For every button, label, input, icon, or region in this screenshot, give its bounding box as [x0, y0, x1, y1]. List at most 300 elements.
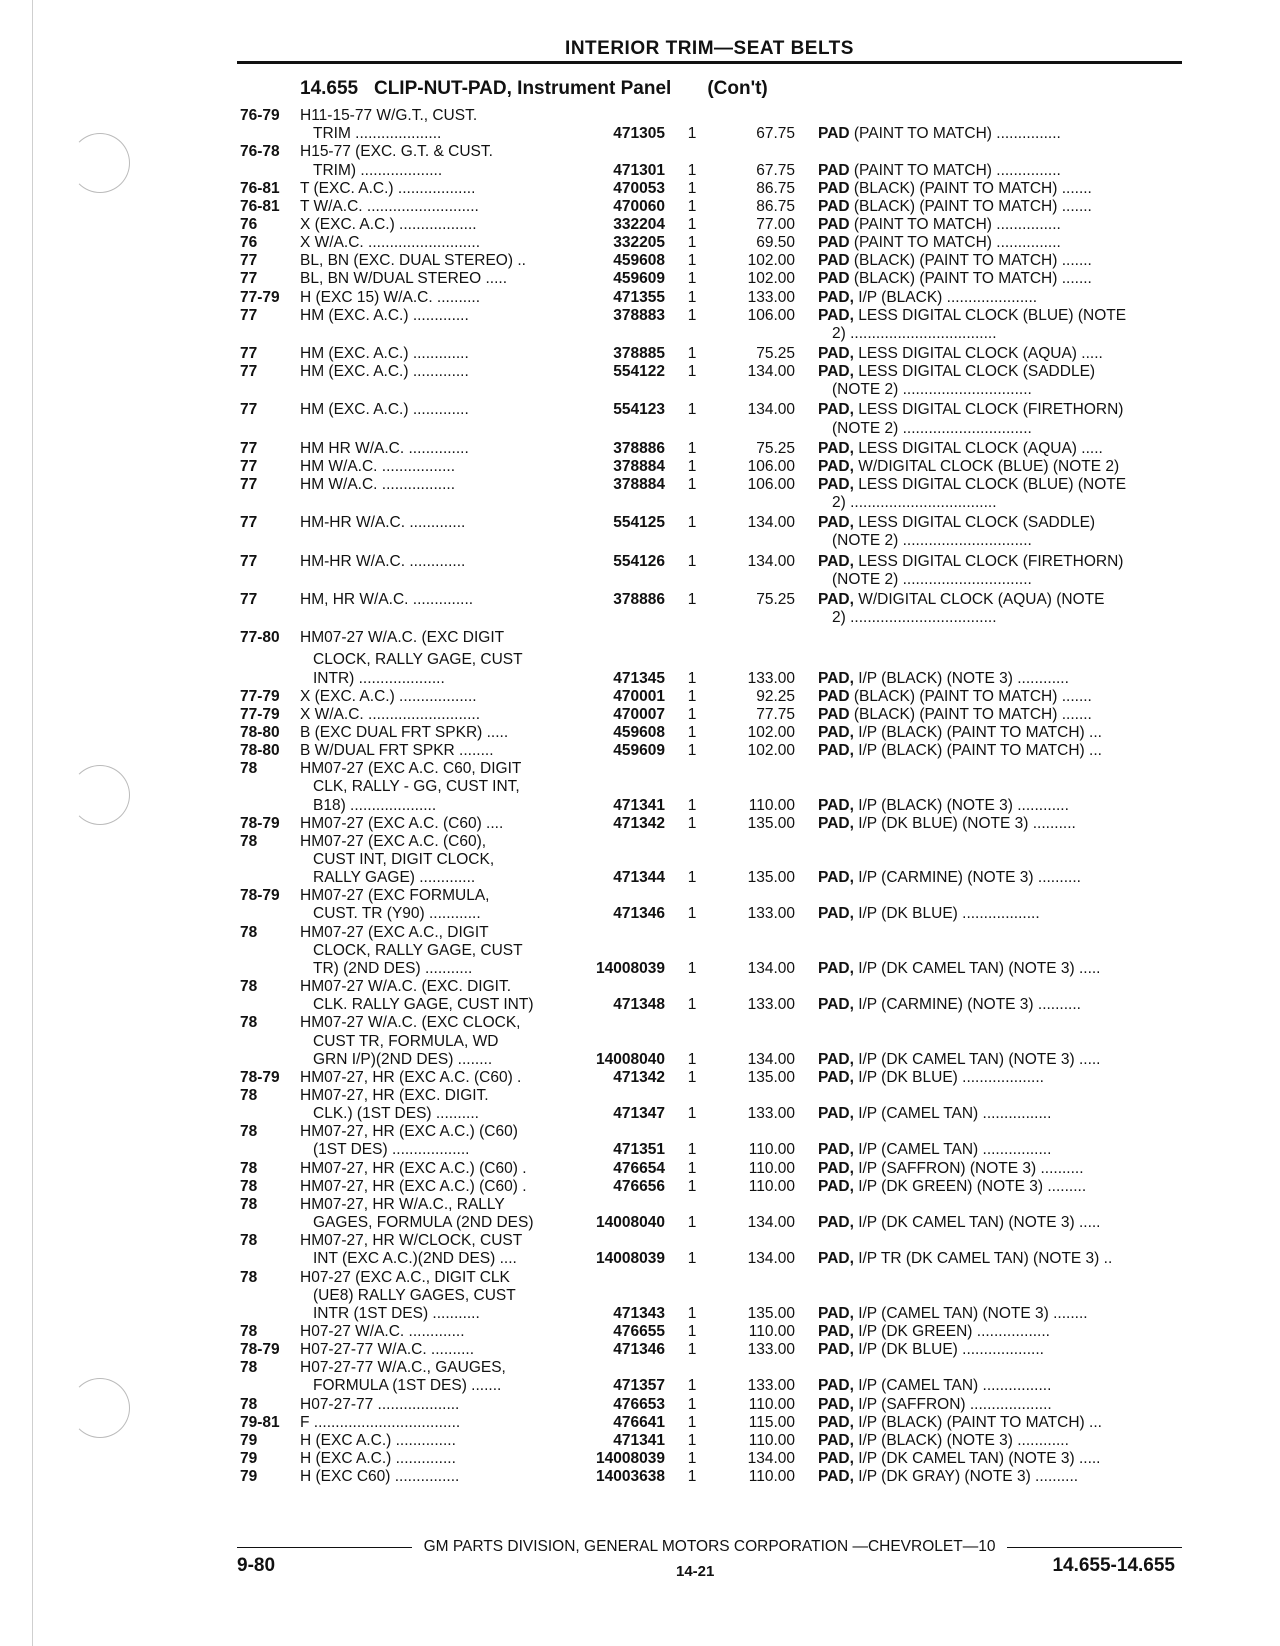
description-text: I/P (CAMEL TAN) (NOTE 3) ........ — [853, 1304, 1088, 1322]
description-text: (PAINT TO MATCH) ............... — [849, 234, 1061, 252]
model-cell: X (EXC. A.C.) .................. — [300, 687, 477, 705]
year-cell: 76-78 — [240, 143, 280, 161]
description-cell — [832, 419, 1180, 438]
quantity-cell: 1 — [687, 344, 697, 362]
description-keyword: PAD, — [818, 476, 854, 493]
description-cell — [832, 531, 1180, 550]
quantity-cell: 1 — [687, 439, 697, 457]
description-keyword: PAD, — [818, 1431, 854, 1449]
model-cell: B (EXC DUAL FRT SPKR) ..... — [300, 723, 509, 741]
description-keyword: PAD — [818, 161, 850, 179]
price-cell: 102.00 — [747, 742, 795, 760]
price-cell: 86.75 — [756, 179, 795, 197]
description-cell — [832, 324, 1180, 343]
table-row — [0, 1032, 1280, 1051]
quantity-cell: 1 — [687, 270, 697, 288]
quantity-cell: 1 — [687, 905, 697, 923]
table-row — [0, 1467, 1280, 1486]
year-cell: 77-79 — [240, 705, 280, 723]
price-cell: 92.25 — [756, 687, 795, 705]
description-text: I/P (DK CAMEL TAN) (NOTE 3) ..... — [853, 1214, 1101, 1231]
year-cell: 76-81 — [240, 179, 280, 197]
model-cell: HM07-27 W/A.C. (EXC CLOCK, — [300, 1014, 521, 1032]
part-number-cell: 476641 — [613, 1413, 665, 1431]
table-row — [0, 1122, 1280, 1141]
model-cell: HM07-27, HR (EXC A.C.) (C60) . — [300, 1177, 527, 1195]
table-row — [0, 777, 1280, 796]
price-cell: 134.00 — [747, 959, 795, 977]
description-keyword: PAD, — [818, 363, 854, 381]
price-cell: 135.00 — [747, 814, 795, 832]
model-cell: HM (EXC. A.C.) ............. — [300, 363, 469, 381]
quantity-cell: 1 — [687, 723, 697, 741]
year-cell: 77 — [240, 270, 258, 288]
part-number-cell: 14008039 — [596, 959, 665, 977]
description-keyword: PAD, — [818, 959, 854, 977]
part-number-cell: 470007 — [613, 705, 665, 723]
description-keyword: PAD, — [818, 1214, 854, 1231]
part-number-cell: 471355 — [613, 288, 665, 306]
price-cell: 110.00 — [748, 1177, 795, 1195]
price-cell: 135.00 — [747, 869, 795, 887]
price-cell: 133.00 — [747, 905, 795, 923]
year-cell: 76-79 — [240, 107, 280, 124]
model-cell: H (EXC C60) ............... — [300, 1468, 460, 1486]
model-cell: TRIM .................... — [313, 125, 442, 143]
part-number-cell: 471357 — [613, 1377, 665, 1395]
model-cell: HM W/A.C. ................. — [300, 457, 456, 475]
quantity-cell: 1 — [687, 1413, 697, 1431]
description-cell — [818, 1467, 1180, 1486]
year-cell: 78 — [240, 760, 258, 778]
description-keyword: PAD — [818, 705, 850, 723]
table-row — [0, 493, 1280, 512]
table-row — [0, 475, 1280, 494]
description-text: I/P (CARMINE) (NOTE 3) .......... — [853, 869, 1081, 887]
description-text: (BLACK) (PAINT TO MATCH) ....... — [849, 687, 1092, 705]
price-cell: 67.75 — [756, 125, 795, 143]
description-keyword: PAD, — [818, 552, 854, 570]
quantity-cell: 1 — [687, 1250, 697, 1268]
table-row — [0, 362, 1280, 381]
description-keyword: PAD, — [818, 401, 854, 419]
description-text: (PAINT TO MATCH) ............... — [849, 161, 1061, 179]
description-text: I/P (SAFFRON) (NOTE 3) .......... — [853, 1159, 1084, 1177]
table-row — [0, 400, 1280, 419]
year-cell: 76 — [240, 234, 258, 252]
description-text: (PAINT TO MATCH) ............... — [849, 125, 1061, 143]
description-text: I/P (DK CAMEL TAN) (NOTE 3) ..... — [853, 1450, 1101, 1467]
year-cell: 78 — [240, 832, 258, 850]
quantity-cell: 1 — [687, 1450, 697, 1467]
table-row — [0, 531, 1280, 550]
description-cell — [818, 215, 1180, 234]
table-row — [0, 1140, 1280, 1159]
quantity-cell: 1 — [687, 1304, 697, 1322]
table-row — [0, 1068, 1280, 1087]
quantity-cell: 1 — [687, 687, 697, 705]
description-keyword: PAD, — [818, 669, 854, 687]
table-row — [0, 251, 1280, 270]
description-cell — [832, 608, 1180, 627]
table-row — [0, 1195, 1280, 1214]
table-row — [0, 796, 1280, 815]
table-row — [0, 832, 1280, 851]
description-keyword: PAD, — [818, 742, 854, 760]
part-number-cell: 471346 — [613, 905, 665, 923]
part-number-cell: 332205 — [613, 234, 665, 252]
model-cell: CLK.) (1ST DES) .......... — [313, 1105, 479, 1123]
part-number-cell: 332204 — [613, 215, 665, 233]
description-cell — [818, 1431, 1180, 1450]
table-row — [0, 161, 1280, 180]
description-cell — [818, 1104, 1180, 1123]
quantity-cell: 1 — [687, 959, 697, 977]
price-cell: 134.00 — [747, 1450, 795, 1467]
page-header — [237, 38, 1182, 64]
description-cell — [818, 1395, 1180, 1414]
part-number-cell: 471345 — [613, 669, 665, 687]
model-cell: CLK. RALLY GAGE, CUST INT) — [313, 996, 534, 1014]
table-row — [0, 1449, 1280, 1468]
price-cell: 110.00 — [748, 1395, 795, 1413]
quantity-cell: 1 — [687, 869, 697, 887]
table-row — [0, 1358, 1280, 1377]
description-text: (PAINT TO MATCH) ............... — [849, 215, 1061, 233]
description-text: I/P (BLACK) ..................... — [853, 288, 1038, 306]
description-cell — [818, 306, 1180, 325]
description-text: LESS DIGITAL CLOCK (AQUA) ..... — [853, 439, 1103, 457]
part-number-cell: 476654 — [613, 1159, 665, 1177]
model-cell: TR) (2ND DES) ........... — [313, 959, 473, 977]
description-text: I/P (BLACK) (NOTE 3) ............ — [853, 1431, 1069, 1449]
table-row — [0, 1086, 1280, 1105]
table-row — [0, 995, 1280, 1014]
description-keyword: PAD, — [818, 1159, 854, 1177]
model-cell: CUST TR, FORMULA, WD — [313, 1032, 499, 1050]
table-row — [0, 142, 1280, 161]
model-cell: (1ST DES) .................. — [313, 1141, 470, 1159]
year-cell: 76-81 — [240, 197, 280, 215]
part-number-cell: 554126 — [613, 552, 665, 570]
description-text: I/P (DK CAMEL TAN) (NOTE 3) ..... — [853, 1050, 1101, 1068]
table-row — [0, 941, 1280, 960]
price-cell: 77.75 — [756, 705, 795, 723]
table-row — [0, 380, 1280, 399]
price-cell: 110.00 — [748, 1141, 795, 1159]
part-number-cell: 471301 — [613, 161, 665, 179]
price-cell: 133.00 — [747, 996, 795, 1014]
description-keyword: PAD, — [818, 1068, 854, 1086]
model-cell: INT (EXC A.C.)(2ND DES) .... — [313, 1250, 517, 1268]
description-cell — [818, 687, 1180, 706]
description-keyword: PAD — [818, 215, 850, 233]
year-cell: 78-79 — [240, 1068, 280, 1086]
model-cell: H (EXC 15) W/A.C. .......... — [300, 288, 480, 306]
model-cell: CUST INT, DIGIT CLOCK, — [313, 851, 495, 868]
year-cell: 77 — [240, 363, 258, 381]
description-keyword: PAD, — [818, 514, 854, 532]
quantity-cell: 1 — [687, 125, 697, 143]
part-number-cell: 378886 — [613, 439, 665, 457]
year-cell: 76 — [240, 215, 258, 233]
description-cell — [818, 669, 1180, 688]
description-cell — [818, 1050, 1180, 1069]
quantity-cell: 1 — [687, 1105, 697, 1123]
price-cell: 106.00 — [747, 476, 795, 493]
table-row — [0, 288, 1280, 307]
description-cell — [818, 344, 1180, 363]
table-row — [0, 705, 1280, 724]
description-text: I/P (DK GRAY) (NOTE 3) .......... — [853, 1468, 1079, 1486]
part-number-cell: 554122 — [613, 363, 665, 381]
quantity-cell: 1 — [687, 179, 697, 197]
model-cell: GAGES, FORMULA (2ND DES) — [313, 1214, 534, 1231]
description-text: I/P TR (DK CAMEL TAN) (NOTE 3) .. — [853, 1250, 1113, 1268]
model-cell: HM07-27, HR (EXC A.C.) (C60) — [300, 1123, 518, 1141]
year-cell: 78-79 — [240, 887, 280, 905]
quantity-cell: 1 — [687, 306, 697, 324]
quantity-cell: 1 — [687, 1068, 697, 1086]
description-text: I/P (DK BLUE) ................... — [853, 1341, 1044, 1359]
description-keyword: PAD, — [818, 905, 854, 923]
model-cell: GRN I/P)(2ND DES) ........ — [313, 1050, 493, 1068]
part-number-cell: 459608 — [613, 723, 665, 741]
description-keyword: PAD, — [818, 723, 854, 741]
part-number-cell: 459608 — [613, 252, 665, 270]
description-keyword: PAD, — [818, 1141, 854, 1159]
quantity-cell: 1 — [687, 252, 697, 270]
description-cell — [832, 380, 1180, 399]
quantity-cell: 1 — [687, 996, 697, 1014]
description-cell — [818, 723, 1180, 742]
description-cell — [818, 1213, 1180, 1232]
model-cell: HM07-27 (EXC A.C. C60, DIGIT — [300, 760, 522, 778]
year-cell: 78 — [240, 1014, 258, 1032]
price-cell: 134.00 — [747, 552, 795, 570]
table-row — [0, 124, 1280, 143]
price-cell: 133.00 — [747, 1105, 795, 1123]
description-keyword: PAD, — [818, 306, 854, 324]
model-cell: HM07-27 (EXC A.C. (C60), — [300, 832, 487, 850]
quantity-cell: 1 — [687, 590, 697, 608]
year-cell: 78 — [240, 1086, 258, 1104]
model-cell: H07-27-77 W/A.C. .......... — [300, 1341, 474, 1359]
price-cell: 75.25 — [756, 344, 795, 362]
table-row — [0, 419, 1280, 438]
description-cell — [818, 1449, 1180, 1468]
description-text: LESS DIGITAL CLOCK (BLUE) (NOTE — [853, 306, 1127, 324]
description-keyword: PAD, — [818, 1395, 854, 1413]
price-cell: 77.00 — [756, 215, 795, 233]
description-keyword: PAD, — [818, 1450, 854, 1467]
footer-line — [237, 1538, 1182, 1556]
part-number-cell: 471341 — [613, 1431, 665, 1449]
quantity-cell: 1 — [687, 552, 697, 570]
model-cell: H07-27-77 W/A.C., GAUGES, — [300, 1359, 506, 1377]
year-cell: 78 — [240, 1159, 258, 1177]
model-cell: CLOCK, RALLY GAGE, CUST — [313, 651, 523, 669]
model-cell: INTR) .................... — [313, 669, 445, 687]
description-keyword: PAD — [818, 179, 850, 197]
table-row — [0, 1413, 1280, 1432]
description-keyword: PAD, — [818, 1413, 854, 1431]
model-cell: CLOCK, RALLY GAGE, CUST — [313, 941, 523, 959]
description-text: W/DIGITAL CLOCK (BLUE) (NOTE 2) — [853, 457, 1120, 475]
description-text: I/P (CAMEL TAN) ................ — [853, 1105, 1052, 1123]
table-row — [0, 1340, 1280, 1359]
description-cell — [818, 552, 1180, 571]
year-cell: 78-79 — [240, 1341, 280, 1359]
model-cell: INTR (1ST DES) ........... — [313, 1304, 480, 1322]
description-keyword: PAD, — [818, 590, 854, 608]
description-text: 2) .................................. — [832, 324, 997, 342]
year-cell: 78-80 — [240, 723, 280, 741]
price-cell: 133.00 — [747, 669, 795, 687]
year-cell: 78 — [240, 1268, 258, 1286]
table-row — [0, 1268, 1280, 1287]
price-cell: 75.25 — [756, 439, 795, 457]
description-text: W/DIGITAL CLOCK (AQUA) (NOTE — [853, 590, 1105, 608]
table-row — [0, 1213, 1280, 1232]
table-row — [0, 723, 1280, 742]
price-cell: 86.75 — [756, 197, 795, 215]
description-cell — [818, 705, 1180, 724]
description-text: (BLACK) (PAINT TO MATCH) ....... — [849, 270, 1092, 288]
quantity-cell: 1 — [687, 796, 697, 814]
description-cell — [818, 1177, 1180, 1196]
description-keyword: PAD, — [818, 1177, 854, 1195]
model-cell: F .................................. — [300, 1413, 461, 1431]
part-number-cell: 471351 — [613, 1141, 665, 1159]
model-cell: HM-HR W/A.C. ............. — [300, 514, 466, 532]
part-number-cell: 14008040 — [596, 1214, 665, 1231]
table-row — [0, 570, 1280, 589]
quantity-cell: 1 — [687, 1050, 697, 1068]
price-cell: 133.00 — [747, 1341, 795, 1359]
table-row — [0, 439, 1280, 458]
description-keyword: PAD, — [818, 439, 854, 457]
price-cell: 67.75 — [756, 161, 795, 179]
price-cell: 110.00 — [748, 796, 795, 814]
section-name: CLIP-NUT-PAD, Instrument Panel — [373, 78, 672, 99]
description-text: 2) .................................. — [832, 609, 997, 626]
quantity-cell: 1 — [687, 1159, 697, 1177]
description-cell — [818, 1068, 1180, 1087]
year-cell: 77 — [240, 439, 258, 457]
year-cell: 79 — [240, 1450, 258, 1467]
table-row — [0, 741, 1280, 760]
table-row — [0, 1104, 1280, 1123]
year-cell: 77 — [240, 514, 258, 532]
model-cell: T W/A.C. .......................... — [300, 197, 479, 215]
footer-rule-left — [237, 1547, 412, 1548]
table-row — [0, 1395, 1280, 1414]
table-row — [0, 814, 1280, 833]
part-number-cell: 378884 — [613, 476, 665, 493]
model-cell: HM07-27 (EXC FORMULA, — [300, 887, 490, 905]
table-row — [0, 344, 1280, 363]
model-cell: HM (EXC. A.C.) ............. — [300, 344, 469, 362]
description-cell — [818, 1140, 1180, 1159]
price-cell: 110.00 — [748, 1468, 795, 1486]
model-cell: H (EXC A.C.) .............. — [300, 1431, 456, 1449]
part-number-cell: 554125 — [613, 514, 665, 532]
table-row — [0, 1177, 1280, 1196]
footer-section-range: 14.655-14.655 — [1052, 1555, 1175, 1576]
description-cell — [818, 868, 1180, 887]
model-cell: BL, BN W/DUAL STEREO ..... — [300, 270, 507, 288]
description-cell — [818, 233, 1180, 252]
part-number-cell: 378886 — [613, 590, 665, 608]
price-cell: 110.00 — [748, 1431, 795, 1449]
description-text: I/P (CARMINE) (NOTE 3) .......... — [853, 996, 1081, 1014]
year-cell: 78 — [240, 1177, 258, 1195]
table-row — [0, 886, 1280, 905]
section-continued: (Con't) — [707, 78, 768, 99]
model-cell: HM07-27 W/A.C. (EXC. DIGIT. — [300, 978, 512, 995]
year-cell: 77 — [240, 457, 258, 475]
part-number-cell: 476653 — [613, 1395, 665, 1413]
table-row — [0, 1050, 1280, 1069]
year-cell: 77 — [240, 476, 258, 493]
description-cell — [818, 904, 1180, 923]
description-cell — [818, 959, 1180, 978]
description-cell — [818, 1249, 1180, 1268]
description-keyword: PAD, — [818, 1322, 854, 1340]
price-cell: 135.00 — [747, 1304, 795, 1322]
price-cell: 134.00 — [747, 1214, 795, 1231]
section-number: 14.655 — [300, 78, 359, 99]
price-cell: 134.00 — [747, 363, 795, 381]
description-keyword: PAD, — [818, 1377, 854, 1395]
description-text: (BLACK) (PAINT TO MATCH) ....... — [849, 179, 1092, 197]
year-cell: 77 — [240, 344, 258, 362]
description-cell — [818, 1413, 1180, 1432]
quantity-cell: 1 — [687, 288, 697, 306]
year-cell: 77-80 — [240, 629, 280, 647]
description-cell — [818, 513, 1180, 532]
description-text: LESS DIGITAL CLOCK (SADDLE) — [853, 514, 1096, 532]
part-number-cell: 471341 — [613, 796, 665, 814]
description-keyword: PAD — [818, 234, 850, 252]
part-number-cell: 471346 — [613, 1341, 665, 1359]
table-row — [0, 324, 1280, 343]
table-row — [0, 850, 1280, 869]
year-cell: 77 — [240, 590, 258, 608]
part-number-cell: 14008040 — [596, 1050, 665, 1068]
quantity-cell: 1 — [687, 1377, 697, 1395]
quantity-cell: 1 — [687, 1395, 697, 1413]
year-cell: 77-79 — [240, 288, 280, 306]
table-row — [0, 868, 1280, 887]
table-row — [0, 590, 1280, 609]
model-cell: HM HR W/A.C. .............. — [300, 439, 469, 457]
model-cell: HM W/A.C. ................. — [300, 476, 456, 493]
price-cell: 115.00 — [748, 1413, 795, 1431]
part-number-cell: 470053 — [613, 179, 665, 197]
quantity-cell: 1 — [687, 1214, 697, 1231]
quantity-cell: 1 — [687, 742, 697, 760]
quantity-cell: 1 — [687, 457, 697, 475]
price-cell: 69.50 — [756, 234, 795, 252]
quantity-cell: 1 — [687, 1141, 697, 1159]
description-text: I/P (DK BLUE) ................... — [853, 1068, 1044, 1086]
description-text: I/P (SAFFRON) ................... — [853, 1395, 1052, 1413]
footer-division: GM PARTS DIVISION, GENERAL MOTORS CORPORATION —CHEVROLET—10 — [423, 1538, 996, 1555]
part-number-cell: 378883 — [613, 306, 665, 324]
description-text: LESS DIGITAL CLOCK (AQUA) ..... — [853, 344, 1103, 362]
